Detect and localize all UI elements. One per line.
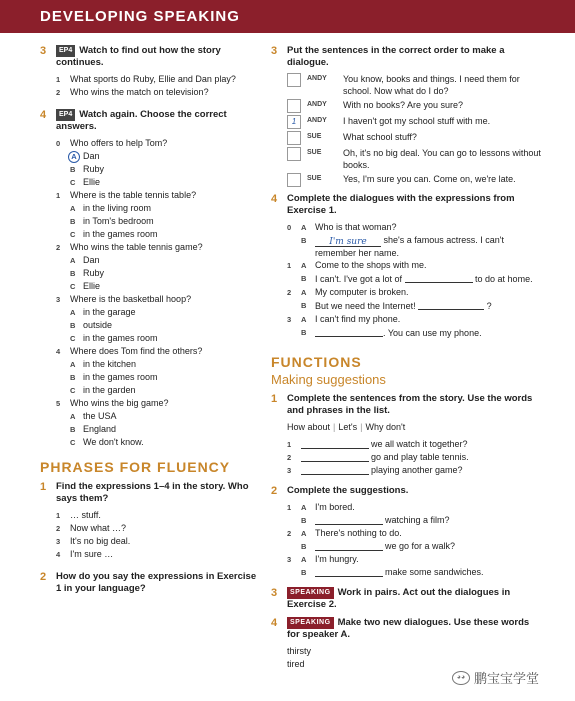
handwritten-answer: I'm sure <box>315 236 381 247</box>
functions-exercise-4: 4 SPEAKING Make two new dialogues. Use these words for speaker A. <box>271 617 530 640</box>
mc-question: 5 Who wins the big game? <box>56 398 169 408</box>
answer-blank[interactable] <box>315 514 383 525</box>
mc-option[interactable]: C Ellie <box>70 177 101 187</box>
dialogue-line <box>287 173 541 187</box>
answer-blank[interactable] <box>301 438 369 449</box>
mc-option[interactable]: B in the games room <box>70 372 158 382</box>
answer-blank[interactable] <box>418 299 484 310</box>
answer-blank[interactable] <box>405 272 473 283</box>
order-box[interactable] <box>287 131 301 145</box>
mc-option[interactable]: B England <box>70 424 117 434</box>
mc-option[interactable]: C in the games room <box>70 333 158 343</box>
dialogue-line <box>287 147 541 171</box>
order-box[interactable] <box>287 99 301 113</box>
functions-exercise-2: 2 Complete the suggestions. <box>271 485 409 497</box>
multiple-choice-list <box>40 137 258 449</box>
answer-blank[interactable] <box>315 326 383 337</box>
dialogue-text: You know, books and things. I need them for school. Now what do I do? <box>343 74 520 96</box>
section-title-phrases: PHRASES FOR FLUENCY <box>40 459 231 475</box>
exercise-number: 3 <box>40 45 47 57</box>
word-list: How about | Let's | Why don't <box>287 422 406 432</box>
mc-option[interactable]: A in the living room <box>70 203 152 213</box>
dialogue-order-exercise: 3 Put the sentences in the correct order to make a dialogue. <box>271 45 505 68</box>
mc-option[interactable]: B Ruby <box>70 164 105 174</box>
mc-option[interactable]: B outside <box>70 320 113 330</box>
left-column <box>40 45 258 599</box>
dialogue-text: I haven't got my school stuff with me. <box>343 116 491 126</box>
section-title-functions: FUNCTIONS <box>271 354 362 370</box>
order-box[interactable] <box>287 73 301 87</box>
mc-question: 1 Where is the table tennis table? <box>56 190 197 200</box>
mc-option[interactable]: C Ellie <box>70 281 101 291</box>
speaker-name: ANDY <box>307 117 327 124</box>
exercise-instruction: Watch again. Choose the correct answers. <box>56 109 227 132</box>
dialogue-line <box>287 115 541 129</box>
answer-blank[interactable] <box>315 540 383 551</box>
page-banner: DEVELOPING SPEAKING <box>0 0 575 33</box>
exercise-instruction: Watch to find out how the story continues. <box>56 45 221 68</box>
mc-question: 4 Where does Tom find the others? <box>56 346 203 356</box>
speaking-badge: SPEAKING <box>287 617 334 629</box>
mc-option[interactable]: B in Tom's bedroom <box>70 216 154 226</box>
speaker-name: SUE <box>307 149 322 156</box>
exercise-4-watch-again <box>40 109 258 133</box>
question: 1 What sports do Ruby, Ellie and Dan play? <box>56 74 236 84</box>
mc-question: 2 Who wins the table tennis game? <box>56 242 203 252</box>
phrase-item: 4 I'm sure … <box>56 549 114 559</box>
right-column: 3 Put the sentences in the correct order to make a dialogue. ANDY You know, books and things. I need them for school. Now what do I do? ANDY With no books? Are you sure? 1 ANDY I haven't got my school stuff with me. SUE What school stuff? SUE Oh, it's no big deal. You can go to lessons without books. SUE Yes, I'm sure you can. Come on, we're late. 4 Complete the dialogues with the expressions from Exercise 1. 0 A Who is that woman? B I'm sure she's a famous actress. I can't remember her name. 1 A Come to the shops with me. B I can't. I've got a lot of to do at home. 2 A My computer is broken. B But we need the Internet! ? 3 A I can't find my phone. B . You can use my phone. FUNCTIONS Making suggestions 1 Complete the sentences from the story. Use the words and phrases in the list. How about | Let's | Why don't 1 we all watch it together? 2 go and play table tennis. 3 playing another game? 2 Complete the suggestions. 1 A I'm bored. B watching a film? 2 A There's nothing to do. B we go for a walk? 3 A I'm hungry. B make some sandwiches. 3 SPEAKING Work in pairs. Act out the dialogues in Exercise 2. 4 SPEAKING Make two new dialogues. Use these words for speaker A. thirsty tired <box>271 45 541 669</box>
order-box[interactable] <box>287 147 301 161</box>
watermark: ◕◕ 鹏宝宝学堂 <box>452 668 539 687</box>
speaker-name: SUE <box>307 175 322 182</box>
mc-option[interactable]: C in the games room <box>70 229 158 239</box>
wechat-icon: ◕◕ <box>452 671 470 685</box>
phrases-exercise-2: 2 How do you say the expressions in Exercise 1 in your language? <box>40 571 257 594</box>
mc-option[interactable]: B Ruby <box>70 268 105 278</box>
mc-option[interactable]: A Dan <box>70 255 100 265</box>
dialogue-lines <box>271 73 541 187</box>
dialogue-line <box>287 73 541 97</box>
answer-blank[interactable] <box>301 451 369 462</box>
functions-exercise-3: 3 SPEAKING Work in pairs. Act out the dialogues in Exercise 2. <box>271 587 511 610</box>
mc-option[interactable]: C We don't know. <box>70 437 144 447</box>
mc-option[interactable]: A in the garage <box>70 307 136 317</box>
phrase-item: 3 It's no big deal. <box>56 536 131 546</box>
video-episode-icon: EP4 <box>56 109 75 121</box>
mc-option[interactable]: A Dan <box>70 150 258 163</box>
mc-option[interactable]: A in the kitchen <box>70 359 137 369</box>
phrase-item: 1 … stuff. <box>56 510 101 520</box>
circled-answer-icon: A <box>68 151 80 163</box>
answer-blank[interactable] <box>301 464 369 475</box>
dialogue-line <box>287 99 541 113</box>
mc-option[interactable]: C in the garden <box>70 385 136 395</box>
speaker-name: SUE <box>307 133 322 140</box>
mc-question: 0 Who offers to help Tom? <box>56 138 168 148</box>
functions-exercise-1: 1 Complete the sentences from the story. Use the words and phrases in the list. <box>271 393 533 416</box>
order-box[interactable] <box>287 173 301 187</box>
speaker-a-words: thirsty tired <box>287 646 312 669</box>
question: 2 Who wins the match on television? <box>56 87 209 97</box>
complete-dialogues-exercise: 4 Complete the dialogues with the expressions from Exercise 1. <box>271 193 515 216</box>
exercise-number: 4 <box>40 109 47 121</box>
dialogue-line <box>287 131 541 145</box>
speaker-name: ANDY <box>307 75 327 82</box>
phrase-item: 2 Now what …? <box>56 523 127 533</box>
answer-blank[interactable] <box>315 566 383 577</box>
speaking-badge: SPEAKING <box>287 587 334 599</box>
exercise-3-watch <box>40 45 258 69</box>
mc-question: 3 Where is the basketball hoop? <box>56 294 192 304</box>
speaker-name: ANDY <box>307 101 327 108</box>
dialogue-text: With no books? Are you sure? <box>343 100 464 110</box>
mc-option[interactable]: A the USA <box>70 411 117 421</box>
dialogue-text: Oh, it's no big deal. You can go to lessons without books. <box>343 148 541 170</box>
video-episode-icon: EP4 <box>56 45 75 57</box>
order-box[interactable]: 1 <box>287 115 301 129</box>
dialogue-text: What school stuff? <box>343 132 417 142</box>
section-subtitle: Making suggestions <box>271 372 386 387</box>
phrases-exercise-1: 1 Find the expressions 1–4 in the story. Who says them? <box>40 481 249 504</box>
dialogue-text: Yes, I'm sure you can. Come on, we're late. <box>343 174 516 184</box>
